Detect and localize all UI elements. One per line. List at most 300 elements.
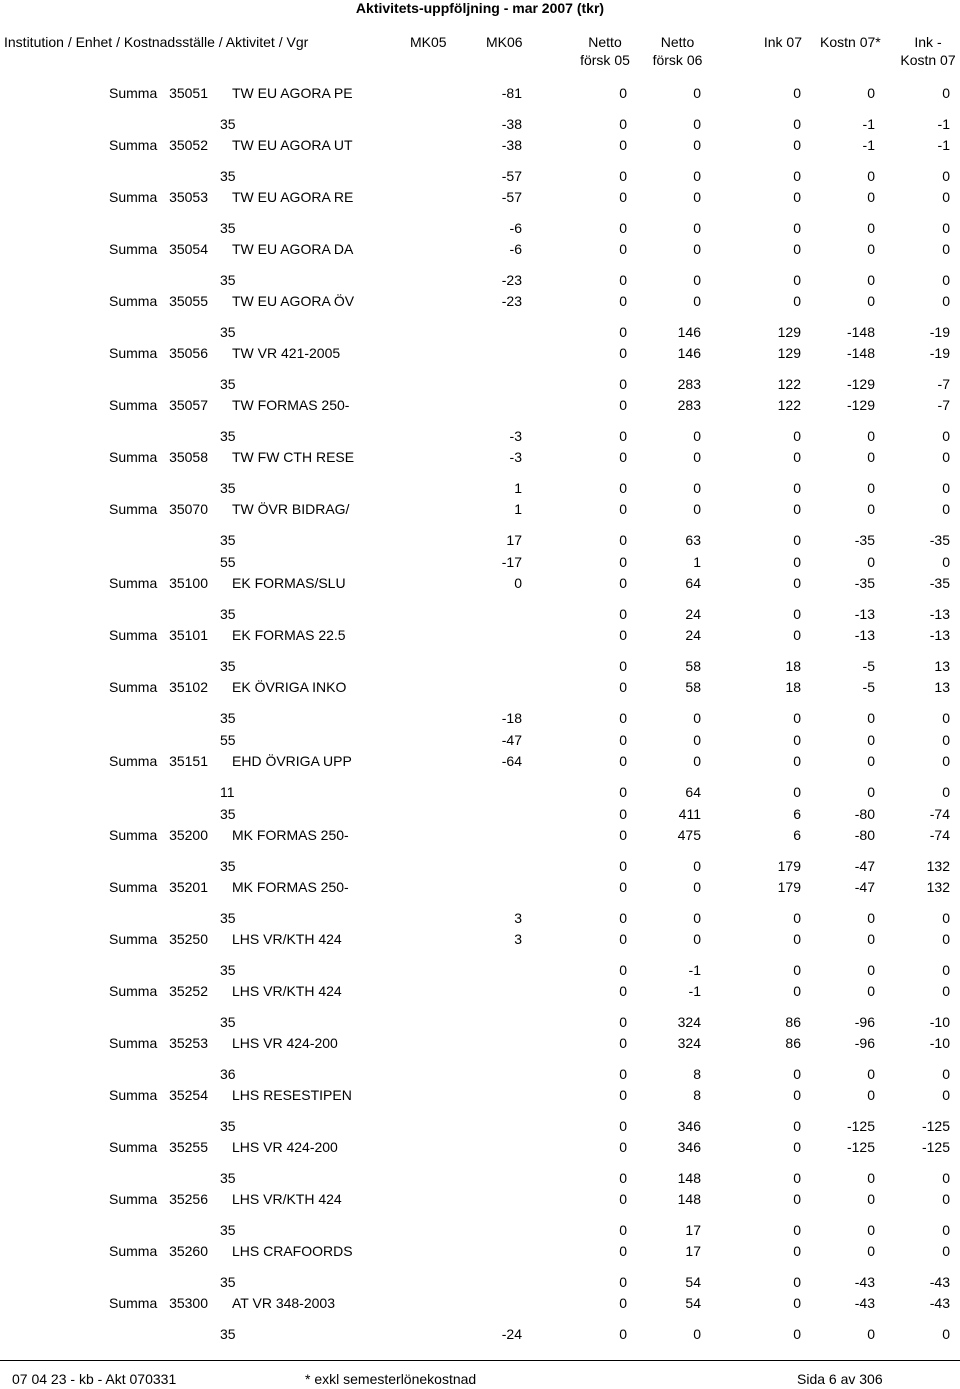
netto05-value: 0 <box>619 1191 627 1207</box>
activity-name: TW FW CTH RESE <box>232 449 355 465</box>
header-netto06-line2: försk 06 <box>652 52 703 68</box>
ink07-value: 179 <box>777 879 801 895</box>
mk05-value: -57 <box>501 168 522 184</box>
netto06-value: 146 <box>677 324 701 340</box>
netto06-value: 24 <box>685 627 701 643</box>
account-number: 35256 <box>169 1191 208 1207</box>
netto06-value: 0 <box>693 710 701 726</box>
ink07-value: 0 <box>793 501 801 517</box>
detail-row <box>0 1012 960 1032</box>
netto06-value: 1 <box>693 554 701 570</box>
ink07-value: 0 <box>793 1066 801 1082</box>
ink07-value: 0 <box>793 1295 801 1311</box>
kostn07-value: 0 <box>867 1326 875 1342</box>
mk-code: 35 <box>220 428 236 444</box>
mk05-value: 0 <box>514 575 522 591</box>
kostn07-value: 0 <box>867 1243 875 1259</box>
netto05-value: 0 <box>619 732 627 748</box>
account-number: 35053 <box>169 189 208 205</box>
diff-value: -10 <box>929 1014 950 1030</box>
netto05-value: 0 <box>619 962 627 978</box>
diff-value: 0 <box>942 784 950 800</box>
mk-code: 35 <box>220 532 236 548</box>
netto05-value: 0 <box>619 376 627 392</box>
mk05-value: 1 <box>514 501 522 517</box>
diff-value: 0 <box>942 449 950 465</box>
detail-row <box>0 730 960 750</box>
summa-label: Summa <box>109 931 158 947</box>
netto05-value: 0 <box>619 1139 627 1155</box>
diff-value: -1 <box>937 137 950 153</box>
ink07-value: 86 <box>785 1014 801 1030</box>
mk05-value: -24 <box>501 1326 522 1342</box>
diff-value: 0 <box>942 1243 950 1259</box>
netto05-value: 0 <box>619 85 627 101</box>
kostn07-value: -96 <box>854 1035 875 1051</box>
netto06-value: 54 <box>685 1274 701 1290</box>
account-number: 35101 <box>169 627 208 643</box>
netto05-value: 0 <box>619 931 627 947</box>
mk-code: 35 <box>220 480 236 496</box>
netto06-value: 148 <box>677 1191 701 1207</box>
netto05-value: 0 <box>619 189 627 205</box>
netto06-value: 0 <box>693 116 701 132</box>
netto05-value: 0 <box>619 554 627 570</box>
ink07-value: 0 <box>793 962 801 978</box>
summa-row <box>0 1085 960 1105</box>
kostn07-value: -125 <box>846 1139 875 1155</box>
netto06-value: 0 <box>693 168 701 184</box>
ink07-value: 0 <box>793 1118 801 1134</box>
mk-code: 35 <box>220 1118 236 1134</box>
ink07-value: 18 <box>785 679 801 695</box>
ink07-value: 0 <box>793 1222 801 1238</box>
ink07-value: 179 <box>777 858 801 874</box>
mk05-value: 3 <box>514 910 522 926</box>
diff-value: 0 <box>942 753 950 769</box>
activity-name: AT VR 348-2003 <box>232 1295 335 1311</box>
detail-row <box>0 708 960 728</box>
mk-code: 55 <box>220 554 236 570</box>
summa-row <box>0 239 960 259</box>
detail-row <box>0 1064 960 1084</box>
netto06-value: 17 <box>685 1243 701 1259</box>
account-number: 35300 <box>169 1295 208 1311</box>
netto05-value: 0 <box>619 449 627 465</box>
summa-row <box>0 981 960 1001</box>
diff-value: -43 <box>929 1274 950 1290</box>
netto05-value: 0 <box>619 532 627 548</box>
account-number: 35151 <box>169 753 208 769</box>
mk05-value: -17 <box>501 554 522 570</box>
netto06-value: 0 <box>693 931 701 947</box>
summa-row <box>0 877 960 897</box>
netto05-value: 0 <box>619 658 627 674</box>
diff-value: 0 <box>942 732 950 748</box>
mk-code: 35 <box>220 1170 236 1186</box>
header-netto05-line1: Netto <box>588 34 622 50</box>
account-number: 35255 <box>169 1139 208 1155</box>
summa-label: Summa <box>109 293 158 309</box>
kostn07-value: 0 <box>867 710 875 726</box>
summa-label: Summa <box>109 753 158 769</box>
ink07-value: 0 <box>793 983 801 999</box>
netto06-value: 0 <box>693 272 701 288</box>
ink07-value: 0 <box>793 168 801 184</box>
netto06-value: 411 <box>678 806 701 822</box>
ink07-value: 0 <box>793 1191 801 1207</box>
netto06-value: 0 <box>693 910 701 926</box>
kostn07-value: -5 <box>862 679 875 695</box>
ink07-value: 0 <box>793 272 801 288</box>
diff-value: 0 <box>942 931 950 947</box>
summa-label: Summa <box>109 627 158 643</box>
netto06-value: 475 <box>677 827 701 843</box>
mk-code: 35 <box>220 376 236 392</box>
netto05-value: 0 <box>619 827 627 843</box>
netto06-value: -1 <box>688 983 701 999</box>
ink07-value: 0 <box>793 449 801 465</box>
ink07-value: 0 <box>793 480 801 496</box>
footer-note: * exkl semesterlönekostnad <box>305 1371 477 1387</box>
netto05-value: 0 <box>619 1243 627 1259</box>
netto06-value: 0 <box>693 1326 701 1342</box>
kostn07-value: 0 <box>867 272 875 288</box>
netto05-value: 0 <box>619 627 627 643</box>
netto06-value: 0 <box>693 480 701 496</box>
summa-label: Summa <box>109 137 158 153</box>
footer-page-number: Sida 6 av 306 <box>797 1371 883 1387</box>
ink07-value: 0 <box>793 1274 801 1290</box>
detail-row <box>0 804 960 824</box>
header-kostn07: Kostn 07* <box>820 34 881 50</box>
detail-row <box>0 218 960 238</box>
summa-row <box>0 499 960 519</box>
report-title: Aktivitets-uppföljning - mar 2007 (tkr) <box>355 0 605 16</box>
kostn07-value: 0 <box>867 784 875 800</box>
kostn07-value: -35 <box>854 532 875 548</box>
mk-code: 11 <box>220 784 235 800</box>
summa-row <box>0 291 960 311</box>
account-number: 35254 <box>169 1087 208 1103</box>
activity-name: TW EU AGORA PE <box>232 85 353 101</box>
summa-label: Summa <box>109 85 158 101</box>
diff-value: -125 <box>921 1118 950 1134</box>
ink07-value: 122 <box>777 376 801 392</box>
diff-value: 0 <box>942 710 950 726</box>
mk-code: 36 <box>220 1066 236 1082</box>
mk05-value: -38 <box>501 137 522 153</box>
netto06-value: 58 <box>685 679 701 695</box>
ink07-value: 0 <box>793 931 801 947</box>
mk-code: 35 <box>220 1014 236 1030</box>
diff-value: 0 <box>942 241 950 257</box>
account-number: 35253 <box>169 1035 208 1051</box>
netto06-value: 0 <box>693 753 701 769</box>
mk05-value: -81 <box>501 85 522 101</box>
netto05-value: 0 <box>619 501 627 517</box>
netto06-value: 346 <box>677 1139 701 1155</box>
netto05-value: 0 <box>619 480 627 496</box>
ink07-value: 122 <box>777 397 801 413</box>
detail-row <box>0 374 960 394</box>
netto05-value: 0 <box>619 1170 627 1186</box>
netto05-value: 0 <box>619 806 627 822</box>
activity-name: EK FORMAS 22.5 <box>232 627 346 643</box>
account-number: 35100 <box>169 575 208 591</box>
kostn07-value: -125 <box>846 1118 875 1134</box>
netto06-value: 283 <box>677 376 701 392</box>
netto06-value: 64 <box>685 575 701 591</box>
kostn07-value: 0 <box>867 962 875 978</box>
mk05-value: -23 <box>501 293 522 309</box>
activity-name: EK ÖVRIGA INKO <box>232 679 347 695</box>
summa-label: Summa <box>109 575 158 591</box>
mk05-value: -6 <box>509 241 522 257</box>
account-number: 35057 <box>169 397 208 413</box>
netto05-value: 0 <box>619 428 627 444</box>
detail-row <box>0 1116 960 1136</box>
ink07-value: 0 <box>793 910 801 926</box>
kostn07-value: -47 <box>854 879 875 895</box>
diff-value: -35 <box>929 575 950 591</box>
header-mk06: MK06 <box>486 34 523 50</box>
mk-code: 35 <box>220 1222 236 1238</box>
summa-label: Summa <box>109 827 158 843</box>
netto05-value: 0 <box>619 910 627 926</box>
summa-row <box>0 343 960 363</box>
kostn07-value: -43 <box>854 1274 875 1290</box>
ink07-value: 6 <box>793 806 801 822</box>
diff-value: -1 <box>937 116 950 132</box>
netto06-value: 54 <box>685 1295 701 1311</box>
kostn07-value: -13 <box>854 627 875 643</box>
summa-label: Summa <box>109 345 158 361</box>
header-netto06-line1: Netto <box>660 34 695 50</box>
kostn07-value: 0 <box>867 449 875 465</box>
detail-row <box>0 1272 960 1292</box>
ink07-value: 0 <box>793 1139 801 1155</box>
account-number: 35201 <box>169 879 208 895</box>
ink07-value: 0 <box>793 428 801 444</box>
netto05-value: 0 <box>619 879 627 895</box>
diff-value: -13 <box>929 627 950 643</box>
diff-value: 0 <box>942 910 950 926</box>
netto05-value: 0 <box>619 168 627 184</box>
summa-row <box>0 625 960 645</box>
kostn07-value: 0 <box>867 554 875 570</box>
kostn07-value: 0 <box>867 1066 875 1082</box>
kostn07-value: 0 <box>867 220 875 236</box>
ink07-value: 0 <box>793 293 801 309</box>
mk-code: 55 <box>220 732 236 748</box>
kostn07-value: 0 <box>867 501 875 517</box>
kostn07-value: -1 <box>862 137 875 153</box>
ink07-value: 0 <box>793 532 801 548</box>
diff-value: -43 <box>929 1295 950 1311</box>
mk-code: 35 <box>220 962 236 978</box>
mk-code: 35 <box>220 1326 236 1342</box>
activity-name: MK FORMAS 250- <box>232 879 349 895</box>
netto05-value: 0 <box>619 1087 627 1103</box>
activity-name: TW ÖVR BIDRAG/ <box>232 501 350 517</box>
mk05-value: -23 <box>501 272 522 288</box>
netto06-value: 146 <box>677 345 701 361</box>
diff-value: 132 <box>926 858 950 874</box>
ink07-value: 0 <box>793 85 801 101</box>
ink07-value: 0 <box>793 137 801 153</box>
diff-value: -125 <box>921 1139 950 1155</box>
netto06-value: 17 <box>685 1222 701 1238</box>
summa-label: Summa <box>109 1243 158 1259</box>
diff-value: 0 <box>942 1066 950 1082</box>
kostn07-value: -129 <box>846 376 875 392</box>
mk05-value: -6 <box>509 220 522 236</box>
netto05-value: 0 <box>619 345 627 361</box>
activity-name: TW FORMAS 250- <box>232 397 350 413</box>
ink07-value: 0 <box>793 710 801 726</box>
activity-name: LHS VR 424-200 <box>232 1035 338 1051</box>
diff-value: 0 <box>942 501 950 517</box>
diff-value: 0 <box>942 1326 950 1342</box>
detail-row <box>0 270 960 290</box>
detail-row <box>0 856 960 876</box>
netto06-value: 324 <box>677 1014 701 1030</box>
netto06-value: 0 <box>693 220 701 236</box>
account-number: 35252 <box>169 983 208 999</box>
netto06-value: 324 <box>677 1035 701 1051</box>
detail-row <box>0 908 960 928</box>
account-number: 35051 <box>169 85 208 101</box>
summa-label: Summa <box>109 679 158 695</box>
mk-code: 35 <box>220 324 236 340</box>
diff-value: -74 <box>929 806 950 822</box>
ink07-value: 0 <box>793 1170 801 1186</box>
ink07-value: 0 <box>793 732 801 748</box>
kostn07-value: -5 <box>862 658 875 674</box>
mk05-value: -3 <box>509 428 522 444</box>
netto06-value: 0 <box>693 858 701 874</box>
detail-row <box>0 322 960 342</box>
kostn07-value: 0 <box>867 241 875 257</box>
kostn07-value: 0 <box>867 293 875 309</box>
netto05-value: 0 <box>619 753 627 769</box>
summa-row <box>0 1241 960 1261</box>
netto06-value: 283 <box>677 397 701 413</box>
ink07-value: 0 <box>793 220 801 236</box>
diff-value: -10 <box>929 1035 950 1051</box>
kostn07-value: 0 <box>867 983 875 999</box>
mk-code: 35 <box>220 168 236 184</box>
account-number: 35056 <box>169 345 208 361</box>
kostn07-value: 0 <box>867 1170 875 1186</box>
account-number: 35058 <box>169 449 208 465</box>
ink07-value: 0 <box>793 753 801 769</box>
netto05-value: 0 <box>619 116 627 132</box>
kostn07-value: -129 <box>846 397 875 413</box>
summa-row <box>0 1137 960 1157</box>
summa-label: Summa <box>109 241 158 257</box>
activity-name: TW EU AGORA RE <box>232 189 354 205</box>
summa-row <box>0 135 960 155</box>
kostn07-value: 0 <box>867 1222 875 1238</box>
diff-value: -7 <box>937 376 950 392</box>
activity-name: MK FORMAS 250- <box>232 827 349 843</box>
detail-row <box>0 1220 960 1240</box>
summa-row <box>0 187 960 207</box>
netto06-value: 63 <box>685 532 701 548</box>
kostn07-value: -35 <box>854 575 875 591</box>
summa-row <box>0 1189 960 1209</box>
netto06-value: 346 <box>677 1118 701 1134</box>
kostn07-value: 0 <box>867 753 875 769</box>
account-number: 35070 <box>169 501 208 517</box>
activity-name: TW EU AGORA DA <box>232 241 354 257</box>
activity-name: LHS VR 424-200 <box>232 1139 338 1155</box>
netto06-value: 0 <box>693 449 701 465</box>
detail-row <box>0 656 960 676</box>
activity-name: LHS VR/KTH 424 <box>232 983 342 999</box>
summa-label: Summa <box>109 397 158 413</box>
mk-code: 35 <box>220 220 236 236</box>
diff-value: 0 <box>942 1170 950 1186</box>
diff-value: -74 <box>929 827 950 843</box>
netto05-value: 0 <box>619 1035 627 1051</box>
diff-value: 0 <box>942 428 950 444</box>
netto06-value: 8 <box>693 1066 701 1082</box>
activity-name: TW EU AGORA UT <box>232 137 353 153</box>
header-diff-line1: Ink - <box>914 34 942 50</box>
diff-value: 13 <box>934 679 950 695</box>
ink07-value: 86 <box>785 1035 801 1051</box>
netto05-value: 0 <box>619 272 627 288</box>
activity-name: TW EU AGORA ÖV <box>232 293 355 309</box>
summa-label: Summa <box>109 1035 158 1051</box>
summa-label: Summa <box>109 879 158 895</box>
account-number: 35200 <box>169 827 208 843</box>
detail-row <box>0 604 960 624</box>
netto05-value: 0 <box>619 784 627 800</box>
netto05-value: 0 <box>619 679 627 695</box>
kostn07-value: 0 <box>867 910 875 926</box>
mk-code: 35 <box>220 1274 236 1290</box>
netto05-value: 0 <box>619 324 627 340</box>
netto05-value: 0 <box>619 858 627 874</box>
kostn07-value: 0 <box>867 1087 875 1103</box>
kostn07-value: -148 <box>846 324 875 340</box>
diff-value: 0 <box>942 272 950 288</box>
kostn07-value: -96 <box>854 1014 875 1030</box>
netto05-value: 0 <box>619 293 627 309</box>
summa-row <box>0 929 960 949</box>
mk05-value: -3 <box>509 449 522 465</box>
diff-value: -19 <box>929 324 950 340</box>
mk-code: 35 <box>220 910 236 926</box>
mk05-value: -47 <box>501 732 522 748</box>
diff-value: 13 <box>934 658 950 674</box>
ink07-value: 0 <box>793 241 801 257</box>
netto05-value: 0 <box>619 1118 627 1134</box>
netto06-value: 0 <box>693 189 701 205</box>
ink07-value: 0 <box>793 1326 801 1342</box>
diff-value: 132 <box>926 879 950 895</box>
account-number: 35052 <box>169 137 208 153</box>
mk-code: 35 <box>220 116 236 132</box>
netto05-value: 0 <box>619 137 627 153</box>
diff-value: 0 <box>942 1087 950 1103</box>
mk-code: 35 <box>220 806 236 822</box>
netto06-value: 58 <box>685 658 701 674</box>
